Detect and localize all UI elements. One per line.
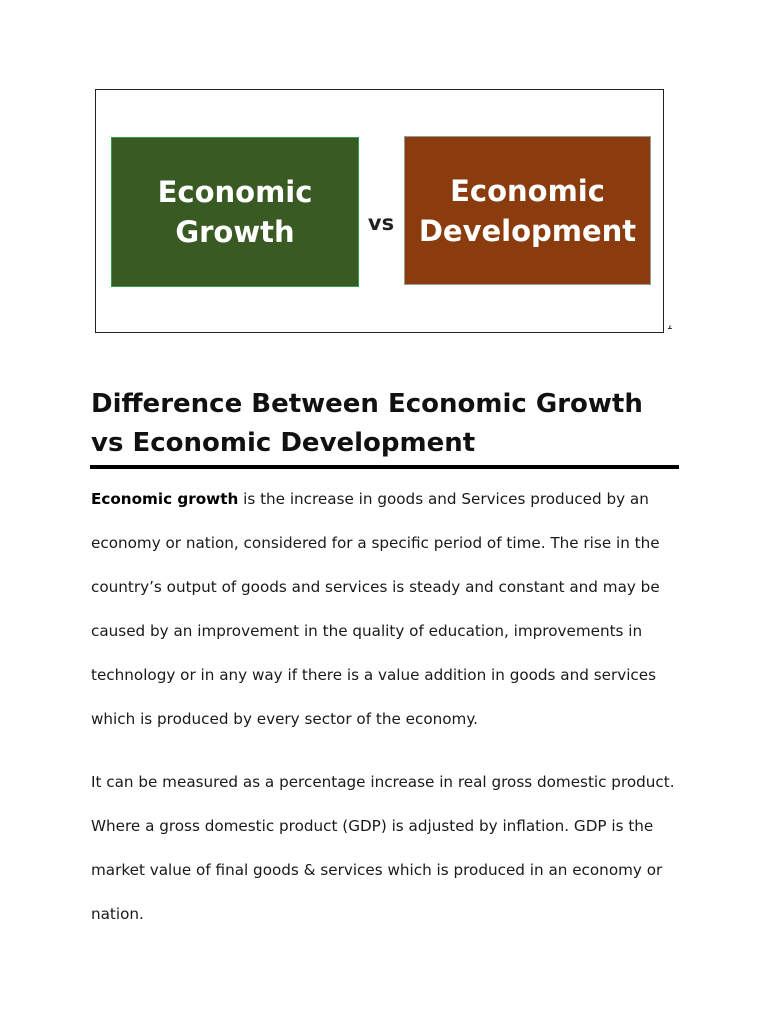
paragraph-economic-growth bbox=[91, 477, 691, 741]
paragraph-body: is the increase in goods and Services produced by an economy or nation, considered for a specific period of time. The rise in the country’s output of goods and services is steady and constant and may be caused by an improvement in the quality of education, improvements in technology or in any way if there is a value addition in goods and services which is produced by every sector of the economy. bbox=[91, 490, 660, 728]
vs-label: vs bbox=[367, 211, 395, 235]
page-title bbox=[91, 385, 681, 463]
paragraph-measurement: It can be measured as a percentage increase in real gross domestic product. Where a gross domestic product (GDP) is adjusted by inflation. GDP is the market value of final goods & services which is produced in an economy or nation. bbox=[91, 773, 675, 923]
economic-development-box bbox=[404, 136, 651, 285]
growth-label-line2: Growth bbox=[175, 215, 295, 249]
development-label-line1: Economic bbox=[450, 173, 605, 208]
economic-growth-box bbox=[111, 137, 359, 287]
title-line2: vs Economic Development bbox=[91, 428, 476, 458]
growth-label-line1: Economic bbox=[157, 175, 313, 209]
comparison-figure bbox=[95, 89, 664, 333]
development-label-line2: Development bbox=[418, 213, 637, 248]
paragraph-lead-term: Economic growth bbox=[91, 490, 239, 508]
title-divider bbox=[90, 465, 679, 469]
title-line1: Difference Between Economic Growth bbox=[91, 389, 643, 419]
figure-corner-mark: , bbox=[668, 316, 672, 330]
